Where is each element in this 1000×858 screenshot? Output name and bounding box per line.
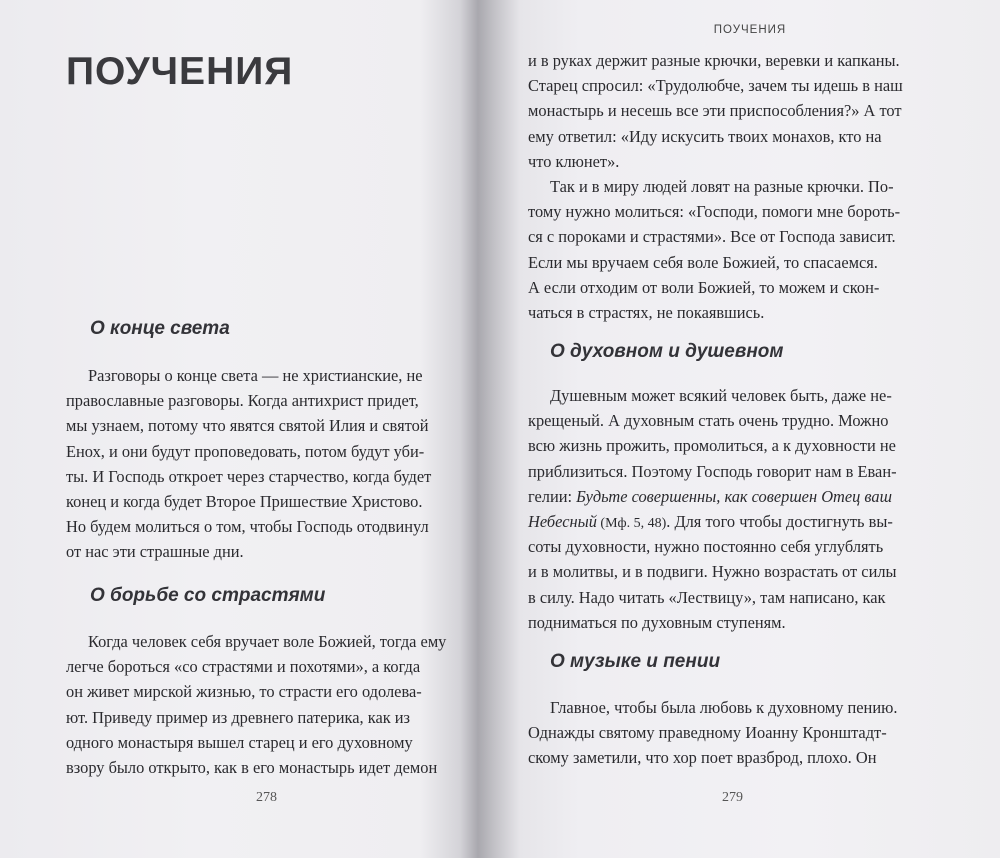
text-line: и в молитвы, и в подвиги. Нужно возрастать от силы <box>528 562 897 582</box>
section-body-spiritual <box>528 383 897 635</box>
scripture-quote: Будьте совершенны, как совершен Отец ваш <box>576 486 893 506</box>
text-line: и в руках держит разные крючки, веревки и капканы. <box>528 51 900 70</box>
text-line: Главное, чтобы была любовь к духовному пению. <box>550 698 898 717</box>
section-body-struggle-passions <box>66 629 446 780</box>
section-body-music <box>528 695 897 771</box>
text-line: Но будем молиться о том, чтобы Господь отодвинул <box>66 517 429 537</box>
scripture-quote: Небесный <box>528 511 597 531</box>
text-line: Енох, и они будут проповедовать, потом будут уби- <box>66 441 425 461</box>
text-line: крещеный. А духовным стать очень трудно. Можно <box>528 411 889 431</box>
text-line: ют. Приведу пример из древнего патерика, как из <box>66 707 411 727</box>
chapter-title: ПОУЧЕНИЯ <box>66 50 294 93</box>
page-number-left: 278 <box>256 790 277 805</box>
text-segment: . Для того чтобы достигнуть вы- <box>666 511 893 531</box>
section-heading-struggle-passions: О борьбе со страстями <box>90 585 326 606</box>
section-heading-end-of-world: О конце света <box>90 318 230 339</box>
text-line: Однажды святому праведному Иоанну Кронштадт- <box>528 723 887 743</box>
text-line: А если отходим от воли Божией, то можем и скон- <box>528 277 880 297</box>
text-line: ся с пороками и страстями». Все от Господа зависит. <box>528 227 896 247</box>
section-heading-music: О музыке и пении <box>550 651 721 672</box>
text-line <box>528 484 897 509</box>
text-line: соты духовности, нужно постоянно себя углублять <box>528 537 884 557</box>
section-heading-spiritual: О духовном и душевном <box>550 341 784 362</box>
left-page <box>0 0 480 858</box>
text-line: мы узнаем, потому что явятся святой Илия и святой <box>66 416 429 436</box>
text-line: монастырь и несешь все эти приспособления?» А тот <box>528 101 902 121</box>
scripture-reference: (Мф. 5, 48) <box>596 515 667 531</box>
text-line: он живет мирской жизнью, то страсти его одолева- <box>66 682 422 702</box>
text-line: Когда человек себя вручает воле Божией, тогда ему <box>88 632 447 651</box>
text-line <box>528 509 897 534</box>
text-line: что клюнет». <box>528 151 620 171</box>
text-line: подниматься по духовным ступеням. <box>528 612 786 632</box>
text-line: в силу. Надо читать «Лествицу», там написано, как <box>528 587 886 607</box>
text-line: приблизиться. Поэтому Господь говорит нам в Еван- <box>528 461 897 481</box>
text-line: легче бороться «со страстями и похотями», а когда <box>66 657 421 677</box>
text-line: скому заметили, что хор поет вразброд, плохо. Он <box>528 748 877 768</box>
text-line: Старец спросил: «Трудолюбче, зачем ты идешь в наш <box>528 76 903 96</box>
right-page <box>500 0 1000 858</box>
section-body-end-of-world <box>66 363 431 565</box>
text-line: конец и когда будет Второе Пришествие Христово. <box>66 491 423 511</box>
text-line: Душевным может всякий человек быть, даже не- <box>550 386 892 405</box>
text-line: тому нужно молиться: «Господи, помоги мне бороть- <box>528 202 901 222</box>
text-line: одного монастыря вышел старец и его духовному <box>66 732 413 752</box>
text-line: православные разговоры. Когда антихрист придет, <box>66 391 419 411</box>
page-number-right: 279 <box>722 790 743 805</box>
text-line: Так и в миру людей ловят на разные крючки. По- <box>550 176 894 196</box>
text-segment: гелии: <box>528 486 577 506</box>
text-line: всю жизнь прожить, промолиться, а к духовности не <box>528 436 896 456</box>
text-line: ты. И Господь откроет через старчество, когда будет <box>66 466 432 486</box>
text-line: Разговоры о конце света — не христианские, не <box>88 366 423 385</box>
text-line: взору было открыто, как в его монастырь идет демон <box>66 757 438 777</box>
text-line: Если мы вручаем себя воле Божией, то спасаемся. <box>528 252 878 272</box>
continuation-text <box>528 48 903 325</box>
running-head: ПОУЧЕНИЯ <box>713 24 787 36</box>
text-line: ему ответил: «Иду искусить твоих монахов, кто на <box>528 126 882 146</box>
text-line: от нас эти страшные дни. <box>66 542 244 562</box>
text-line: чаться в страстях, не покаявшись. <box>528 302 765 322</box>
